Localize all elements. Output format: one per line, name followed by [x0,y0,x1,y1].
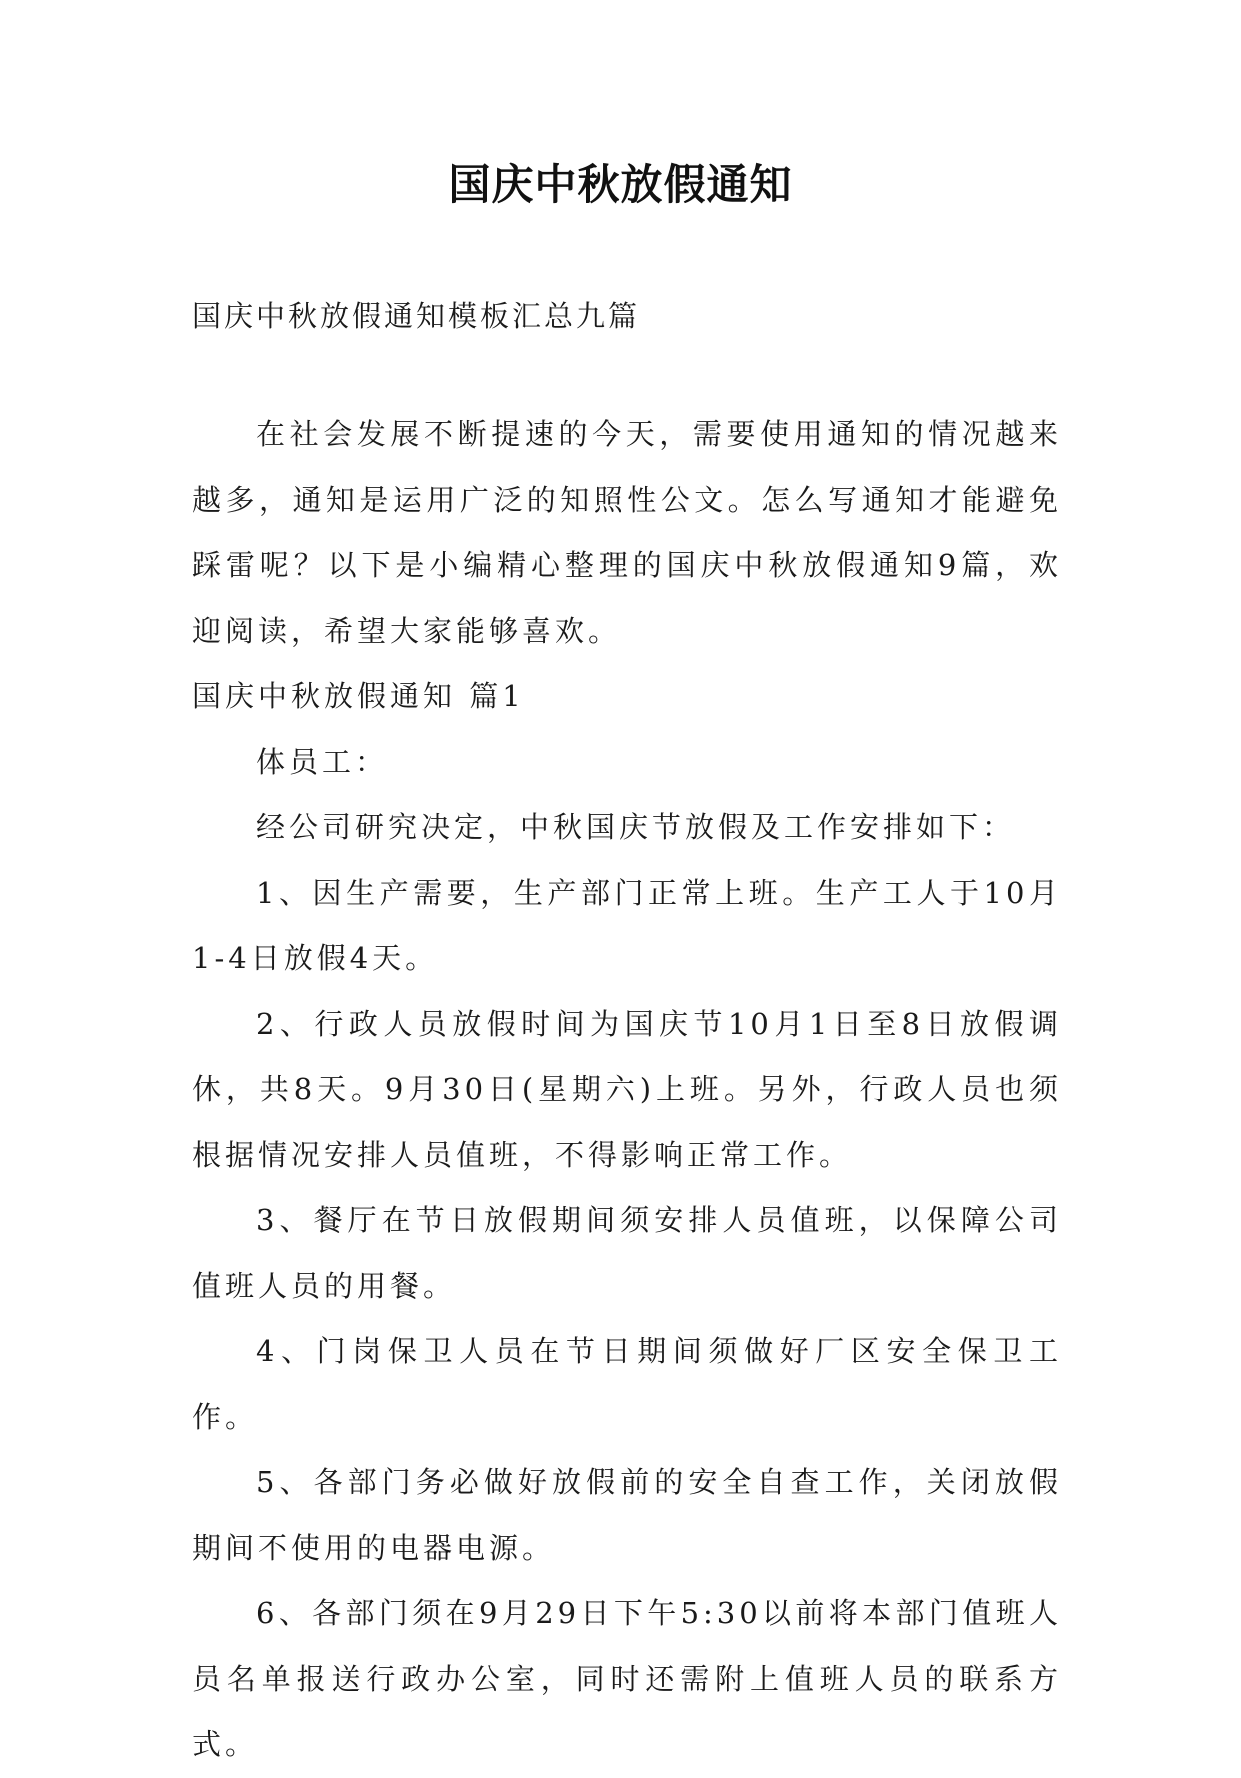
list-item: 6、各部门须在9月29日下午5:30以前将本部门值班人员名单报送行政办公室，同时还需附上值班人员的联系方式。 [192,1596,1062,1761]
document-title: 国庆中秋放假通知 [448,160,793,209]
lead-paragraph: 经公司研究决定，中秋国庆节放假及工作安排如下： [256,810,1016,844]
salutation: 体员工： [256,744,389,779]
list-item: 3、餐厅在节日放假期间须安排人员值班，以保障公司值班人员的用餐。 [192,1203,1062,1303]
list-item: 1、因生产需要，生产部门正常上班。生产工人于10月1-4日放假4天。 [192,875,1062,975]
document-body [192,402,1062,1778]
list-item: 2、行政人员放假时间为国庆节10月1日至8日放假调休，共8天。9月30日(星期六)上班。另外，行政人员也须根据情况安排人员值班，不得影响正常工作。 [192,1006,1062,1172]
document-subtitle: 国庆中秋放假通知模板汇总九篇 [192,299,641,333]
list-item: 4、门岗保卫人员在节日期间须做好厂区安全保卫工作。 [192,1334,1062,1434]
intro-paragraph: 在社会发展不断提速的今天，需要使用通知的情况越来越多，通知是运用广泛的知照性公文。怎么写通知才能避免踩雷呢？以下是小编精心整理的国庆中秋放假通知9篇，欢迎阅读，希望大家能够喜欢。 [192,417,1062,648]
section-heading: 国庆中秋放假通知 篇1 [192,679,525,713]
list-item: 5、各部门务必做好放假前的安全自查工作，关闭放假期间不使用的电器电源。 [192,1465,1062,1565]
